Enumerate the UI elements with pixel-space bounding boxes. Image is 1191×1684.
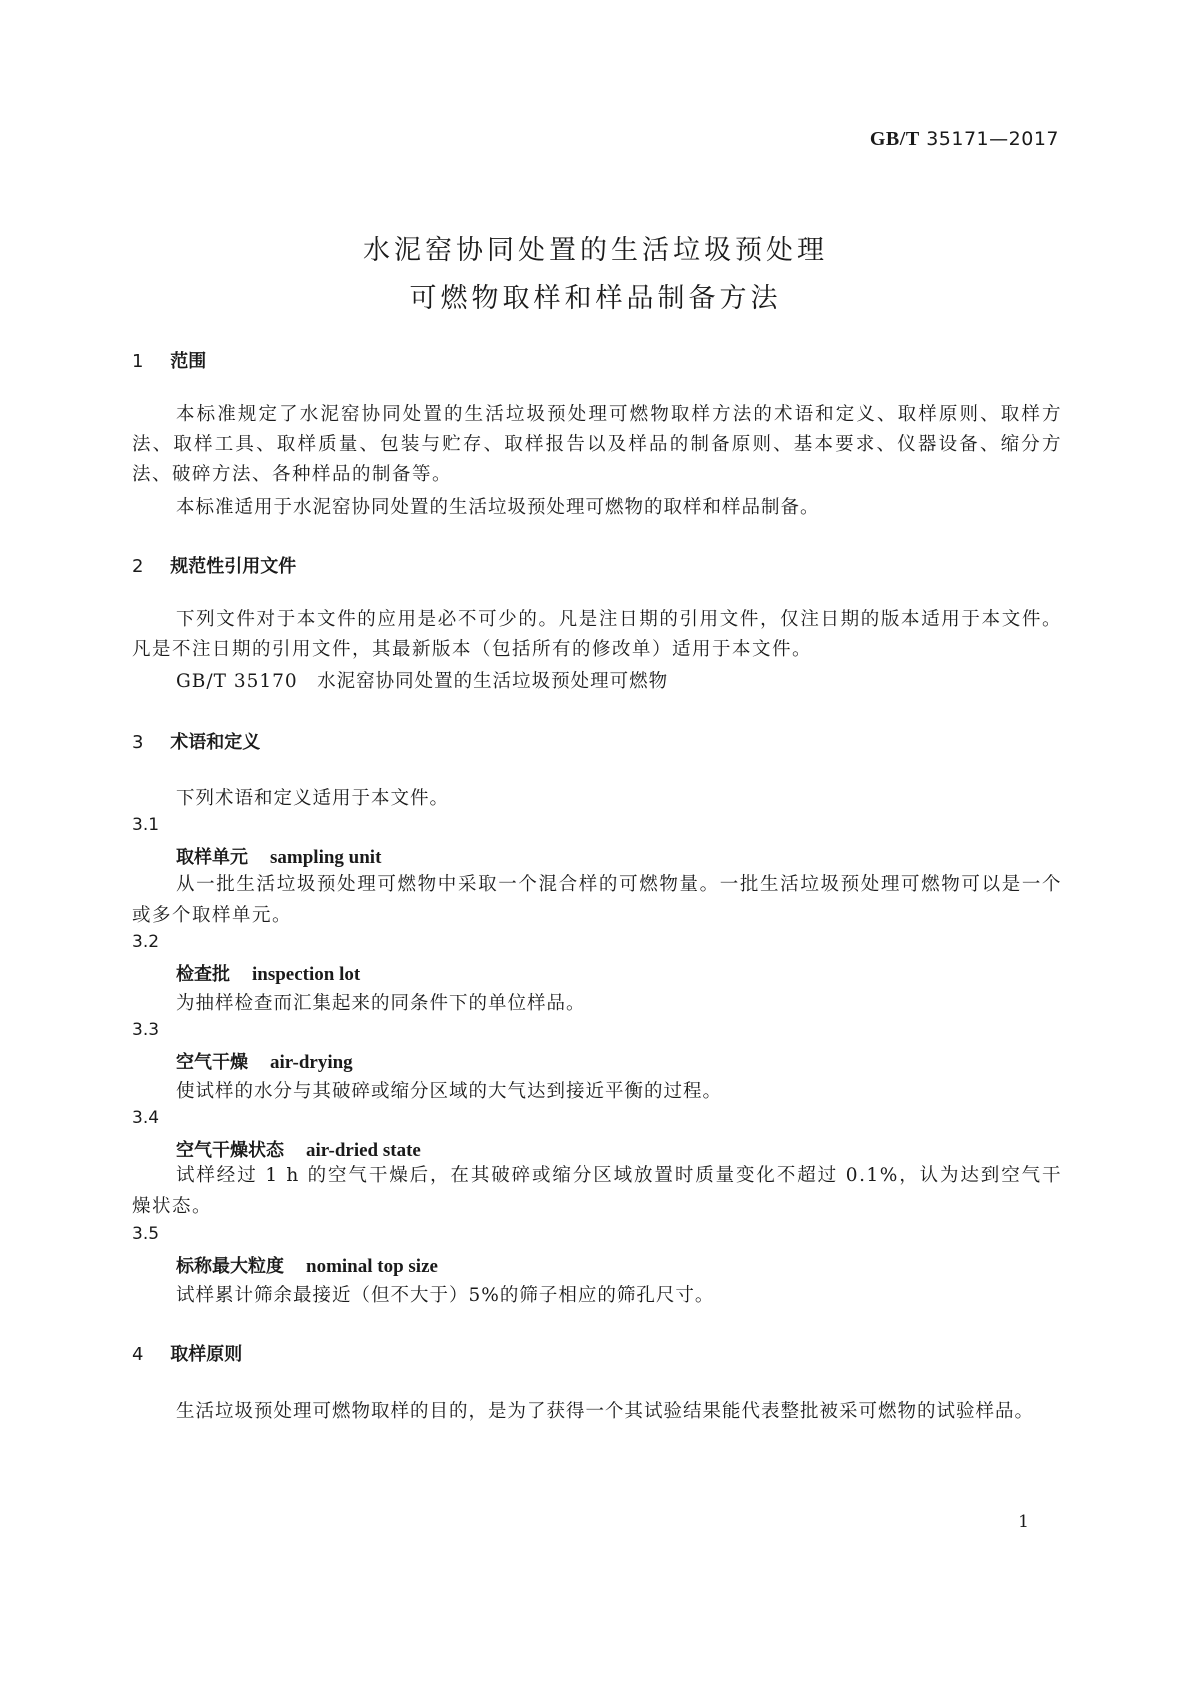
section-2-heading xyxy=(132,552,296,578)
section-4-paragraph-1: 生活垃圾预处理可燃物取样的目的，是为了获得一个其试验结果能代表整批被采可燃物的试验样品。 xyxy=(176,1401,1035,1422)
term-en: nominal top size xyxy=(306,1256,438,1277)
section-1-heading xyxy=(132,347,206,373)
term-zh: 空气干燥 xyxy=(176,1052,248,1073)
term-title xyxy=(176,843,381,869)
term-zh: 取样单元 xyxy=(176,847,248,868)
standard-code-number: 35171—2017 xyxy=(926,128,1059,150)
section-1-paragraph-2: 本标准适用于水泥窑协同处置的生活垃圾预处理可燃物的取样和样品制备。 xyxy=(176,497,820,518)
section-number: 3 xyxy=(132,732,144,753)
term-zh: 空气干燥状态 xyxy=(176,1140,284,1161)
document-title-line-2: 可燃物取样和样品制备方法 xyxy=(409,283,782,314)
page-number: 1 xyxy=(1018,1512,1029,1532)
term-en: air-drying xyxy=(270,1052,353,1073)
term-definition: 试样经过 1 h 的空气干燥后，在其破碎或缩分区域放置时质量变化不超过 0.1%，认为达到空气干燥状态。 xyxy=(132,1165,1062,1217)
section-number: 4 xyxy=(132,1344,144,1365)
section-3-heading xyxy=(132,728,260,754)
section-title: 规范性引用文件 xyxy=(170,556,297,577)
term-number: 3.1 xyxy=(132,815,160,835)
section-title: 范围 xyxy=(170,351,207,372)
section-4-heading xyxy=(132,1340,242,1366)
normative-reference: GB/T 35170 水泥窑协同处置的生活垃圾预处理可燃物 xyxy=(176,671,669,692)
term-en: air-dried state xyxy=(306,1140,421,1161)
term-zh: 检查批 xyxy=(176,964,230,985)
section-title: 取样原则 xyxy=(170,1344,243,1365)
section-number: 1 xyxy=(132,351,144,372)
term-number: 3.4 xyxy=(132,1108,160,1128)
standard-code xyxy=(870,128,1059,151)
document-title-line-1: 水泥窑协同处置的生活垃圾预处理 xyxy=(363,235,828,266)
section-1-paragraph-1: 本标准规定了水泥窑协同处置的生活垃圾预处理可燃物取样方法的术语和定义、取样原则、取样方法、取样工具、取样质量、包装与贮存、取样报告以及样品的制备原则、基本要求、仪器设备、缩分方法、破碎方法、各种样品的制备等。 xyxy=(132,404,1062,485)
term-number: 3.3 xyxy=(132,1020,160,1040)
section-number: 2 xyxy=(132,556,144,577)
term-title xyxy=(176,960,360,986)
term-definition: 使试样的水分与其破碎或缩分区域的大气达到接近平衡的过程。 xyxy=(176,1081,723,1102)
term-definition: 从一批生活垃圾预处理可燃物中采取一个混合样的可燃物量。一批生活垃圾预处理可燃物可以是一个或多个取样单元。 xyxy=(132,874,1062,926)
term-number: 3.2 xyxy=(132,932,160,952)
term-title xyxy=(176,1136,421,1162)
section-3-intro: 下列术语和定义适用于本文件。 xyxy=(176,788,450,809)
term-number: 3.5 xyxy=(132,1224,160,1244)
term-title xyxy=(176,1252,438,1278)
section-title: 术语和定义 xyxy=(170,732,261,753)
term-zh: 标称最大粒度 xyxy=(176,1256,284,1277)
term-en: inspection lot xyxy=(252,964,361,985)
term-title xyxy=(176,1048,353,1074)
term-definition: 试样累计筛余最接近（但不大于）5%的筛子相应的筛孔尺寸。 xyxy=(176,1285,715,1306)
standard-code-prefix: GB/T xyxy=(869,128,920,150)
section-2-paragraph-1: 下列文件对于本文件的应用是必不可少的。凡是注日期的引用文件，仅注日期的版本适用于本文件。凡是不注日期的引用文件，其最新版本（包括所有的修改单）适用于本文件。 xyxy=(132,609,1062,660)
term-en: sampling unit xyxy=(270,847,382,868)
term-definition: 为抽样检查而汇集起来的同条件下的单位样品。 xyxy=(176,993,586,1014)
